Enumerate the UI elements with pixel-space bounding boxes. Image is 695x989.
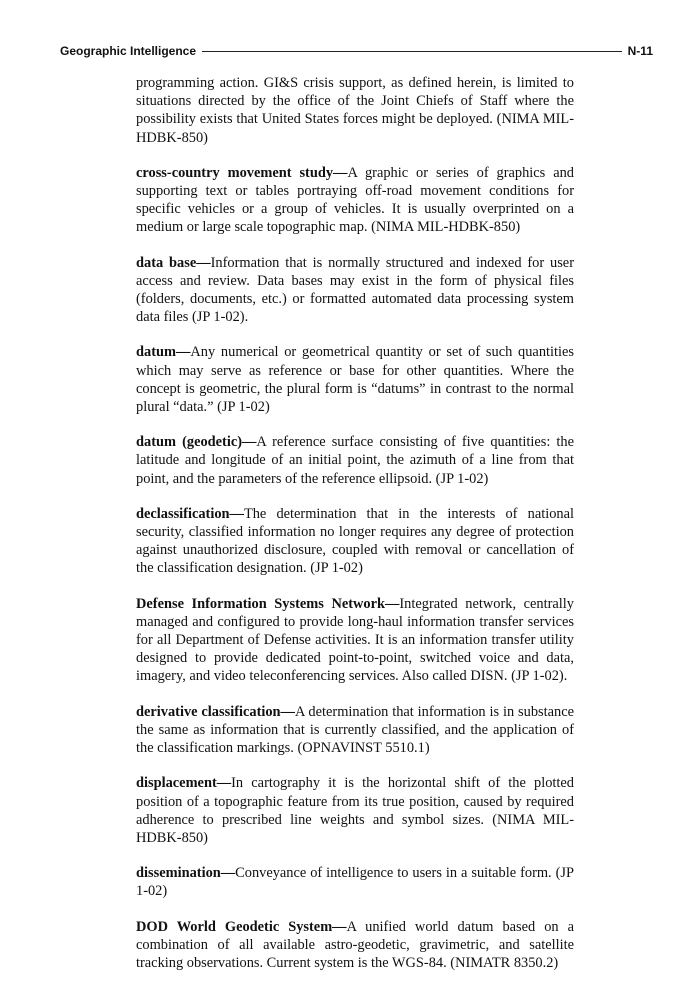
glossary-entry — [136, 254, 574, 327]
entry-definition: A reference surface consisting of five quantities: the latitude and longitude of an initial point, the azimuth of a line from that point, and the parameters of the reference ellipsoid. (JP 1-02) — [136, 434, 574, 487]
entry-definition: Information that is normally structured and indexed for user access and review. Data bases may exist in the form of physical files (folders, documents, etc.) or formatted automated data processing system data files (JP 1-02). — [136, 254, 574, 326]
entry-term: displacement— — [136, 775, 232, 792]
header-rule — [202, 51, 622, 52]
glossary-entry — [136, 703, 574, 758]
entry-definition: The determination that in the interests of national security, classified information no longer requires any degree of protection against unauthorized disclosure, coupled with removal or cancellation of the classification designation. (JP 1-02) — [136, 505, 574, 577]
glossary-body — [136, 74, 574, 989]
entry-term: Defense Information Systems Network— — [136, 595, 400, 612]
entry-term: dissemination— — [136, 865, 236, 882]
entry-term: DOD World Geodetic System— — [136, 918, 347, 935]
glossary-entry — [136, 74, 574, 147]
glossary-entry — [136, 595, 574, 686]
page-number: N-11 — [627, 44, 653, 58]
glossary-entry — [136, 433, 574, 488]
entry-term: cross-country movement study— — [136, 164, 348, 181]
entry-definition: Any numerical or geometrical quantity or set of such quantities which may serve as reference or base for other quantities. Where the concept is geometric, the plural form is “datums” in contrast to the normal plural “data.” (JP 1-02) — [136, 344, 574, 416]
running-title: Geographic Intelligence — [60, 44, 197, 58]
entry-definition: In cartography it is the horizontal shift of the plotted position of a topographic feature from its true position, caused by required adherence to prescribed line weights and symbol sizes. (NIMA MIL-HDBK-850) — [136, 775, 574, 846]
entry-definition: A unified world datum based on a combination of all available astro-geodetic, gravimetric, and satellite tracking observations. Current system is the WGS-84. (NIMATR 8350.2) — [136, 918, 574, 971]
entry-definition: programming action. GI&S crisis support, as defined herein, is limited to situations directed by the office of the Joint Chiefs of Staff where the possibility exists that United States forces might be deployed. (NIMA MIL-HDBK-850) — [136, 75, 574, 146]
entry-definition: A graphic or series of graphics and supporting text or tables portraying off-road movement conditions for specific vehicles or a group of vehicles. It is usually overprinted on a medium or large scale topographic map. (NIMA MIL-HDBK-850) — [136, 164, 574, 236]
glossary-entry — [136, 918, 574, 973]
entry-term: data base— — [136, 254, 211, 271]
entry-definition: A determination that information is in substance the same as information that is currently classified, and the application of the classification markings. (OPNAVINST 5510.1) — [136, 703, 574, 757]
page-header — [60, 42, 653, 60]
entry-definition: Integrated network, centrally managed and configured to provide long-haul information transfer services for all Department of Defense activities. It is an information transfer utility designed to provide dedicated point-to-point, switched voice and data, imagery, and video teleconferencing services. Also called DISN. (JP 1-02). — [136, 595, 574, 685]
glossary-entry — [136, 774, 574, 847]
entry-term: datum— — [136, 344, 191, 361]
entry-term: datum (geodetic)— — [136, 434, 257, 451]
glossary-entry — [136, 343, 574, 416]
entry-term: declassification— — [136, 505, 244, 522]
glossary-entry — [136, 164, 574, 237]
glossary-entry — [136, 864, 574, 900]
entry-term: derivative classification— — [136, 703, 295, 720]
glossary-entry — [136, 505, 574, 578]
entry-definition: Conveyance of intelligence to users in a suitable form. (JP 1-02) — [136, 865, 574, 900]
